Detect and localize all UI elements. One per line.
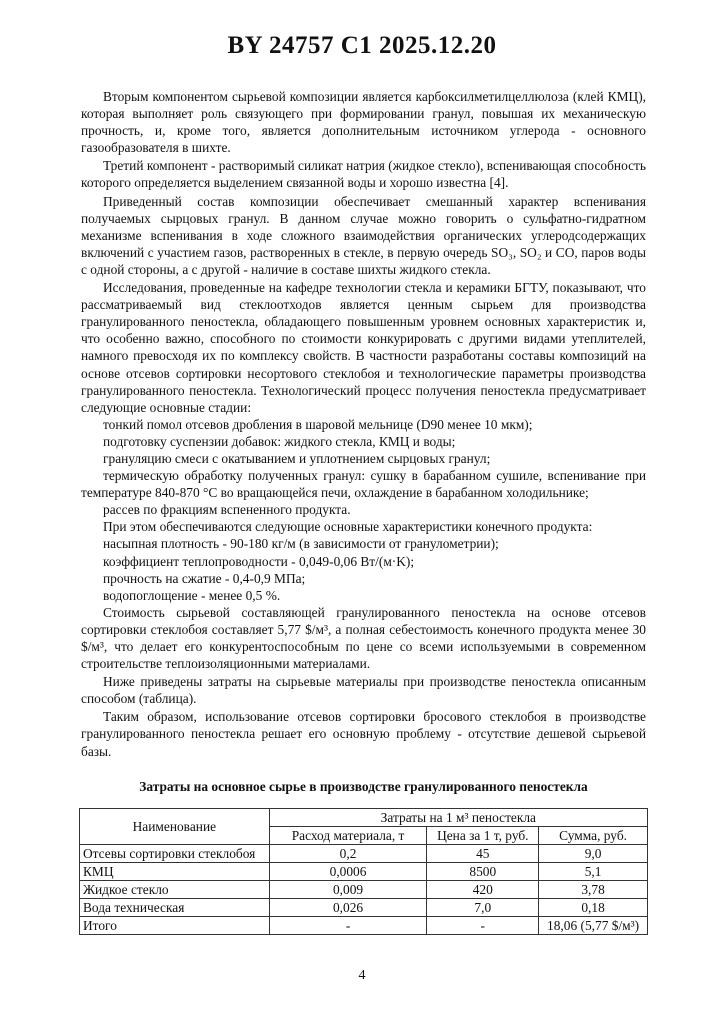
table-row bbox=[80, 899, 648, 917]
patent-header: BY 24757 C1 2025.12.20 bbox=[227, 32, 497, 59]
cell-consumption: 0,026 bbox=[269, 899, 427, 917]
cell-sum: 0,18 bbox=[539, 899, 648, 917]
cell-consumption: - bbox=[269, 917, 427, 935]
cell-sum: 9,0 bbox=[539, 845, 648, 863]
paragraph: Таким образом, использование отсевов сортировки бросового стеклобоя в производстве гранулированного пеностекла решает его основную проблему - отсутствие дешевой сырьевой базы. bbox=[81, 709, 646, 759]
cell-consumption: 0,009 bbox=[269, 881, 427, 899]
cell-name: Жидкое стекло bbox=[80, 881, 270, 899]
cell-sum: 3,78 bbox=[539, 881, 648, 899]
paragraph: Вторым компонентом сырьевой композиции является карбоксилметилцеллюлоза (клей КМЦ), которая выполняет роль связующего при формировании гранул, повышая их механическую прочность, и, кроме того, является дополнительным источником углерода - основного газообразователя в шихте. bbox=[81, 89, 646, 156]
body-text bbox=[81, 88, 646, 760]
table-row bbox=[80, 845, 648, 863]
header-consumption: Расход материала, т bbox=[269, 827, 427, 845]
list-item: термическую обработку полученных гранул: сушку в барабанном сушиле, вспенивание при температуре 840-870 °C во вращающейся печи, охлаждение в барабанном холодильнике; bbox=[81, 468, 646, 501]
paragraph: Ниже приведены затраты на сырьевые материалы при производстве пеностекла описанным способом (таблица). bbox=[81, 674, 646, 707]
cell-name: Итого bbox=[80, 917, 270, 935]
list-item: грануляцию смеси с окатыванием и уплотнением сырцовых гранул; bbox=[103, 450, 491, 466]
cell-sum: 5,1 bbox=[539, 863, 648, 881]
paragraph: Приведенный состав композиции обеспечивает смешанный характер вспенивания получаемых сырцовых гранул. В данном случае можно говорить о сульфатно-гидратном механизме вспенивания в ходе сложного взаимодействия органических углеродсодержащих включений с участием газов, растворенных в стекле, в первую очередь SO₃, SO₂ и CO, паров воды с одной стороны, а с другой - наличие в составе шихты жидкого стекла. bbox=[81, 193, 646, 277]
list-item: водопоглощение - менее 0,5 %. bbox=[103, 587, 281, 603]
header-name: Наименование bbox=[80, 809, 270, 845]
paragraph: При этом обеспечиваются следующие основные характеристики конечного продукта: bbox=[103, 519, 593, 535]
cell-sum: 18,06 (5,77 $/м³) bbox=[539, 917, 648, 935]
header-group: Затраты на 1 м³ пеностекла bbox=[269, 809, 647, 827]
paragraph: Стоимость сырьевой составляющей гранулированного пеностекла на основе отсевов сортировки стеклобоя составляет 5,77 $/м³, а полная себестоимость конечного продукта менее 30 $/м³, что делает его конкурентоспособным по цене со всеми используемыми в современном строительстве теплоизоляционными материалами. bbox=[81, 604, 646, 672]
list-item: тонкий помол отсевов дробления в шаровой мельнице (D90 менее 10 мкм); bbox=[103, 416, 533, 432]
cell-price: 7,0 bbox=[427, 899, 539, 917]
header-sum: Сумма, руб. bbox=[539, 827, 648, 845]
cell-consumption: 0,0006 bbox=[269, 863, 427, 881]
page-number: 4 bbox=[358, 968, 366, 983]
table-row bbox=[80, 863, 648, 881]
table-title: Затраты на основное сырье в производстве гранулированного пеностекла bbox=[139, 779, 588, 794]
table-total-row bbox=[80, 917, 648, 935]
table-header-row bbox=[80, 809, 648, 827]
cell-price: 45 bbox=[427, 845, 539, 863]
cell-name: Отсевы сортировки стеклобоя bbox=[80, 845, 270, 863]
list-item: рассев по фракциям вспененного продукта. bbox=[103, 502, 351, 518]
header-price: Цена за 1 т, руб. bbox=[427, 827, 539, 845]
cell-name: Вода техническая bbox=[80, 899, 270, 917]
list-item: насыпная плотность - 90-180 кг/м (в зависимости от гранулометрии); bbox=[103, 536, 499, 552]
paragraph: Исследования, проведенные на кафедре технологии стекла и керамики БГТУ, показывают, что рассматриваемый вид стеклоотходов является ценным сырьем для производства гранулированного пеностекла, обладающего повышенным уровнем основных характеристик и, что особенно важно, способного по стоимости конкурировать с другими видами утеплителей, намного превосходя их по комплексу свойств. В частности разработаны составы композиций на основе отсевов сортировки несортового стеклобоя и технологические параметры производства гранулированного пеностекла. Технологический процесс получения пеностекла предусматривает следующие основные стадии: bbox=[81, 280, 646, 415]
paragraph: Третий компонент - растворимый силикат натрия (жидкое стекло), вспенивающая способность которого определяется выделением связанной воды и хорошо известна [4]. bbox=[81, 158, 646, 191]
table-row bbox=[80, 881, 648, 899]
list-item: подготовку суспензии добавок: жидкого стекла, КМЦ и воды; bbox=[103, 433, 456, 449]
list-item: прочность на сжатие - 0,4-0,9 МПа; bbox=[103, 570, 306, 586]
cell-price: 8500 bbox=[427, 863, 539, 881]
cell-price: 420 bbox=[427, 881, 539, 899]
cell-consumption: 0,2 bbox=[269, 845, 427, 863]
list-item: коэффициент теплопроводности - 0,049-0,06 Вт/(м·K); bbox=[103, 553, 415, 569]
cell-price: - bbox=[427, 917, 539, 935]
cost-table bbox=[79, 808, 648, 935]
cell-name: КМЦ bbox=[80, 863, 270, 881]
